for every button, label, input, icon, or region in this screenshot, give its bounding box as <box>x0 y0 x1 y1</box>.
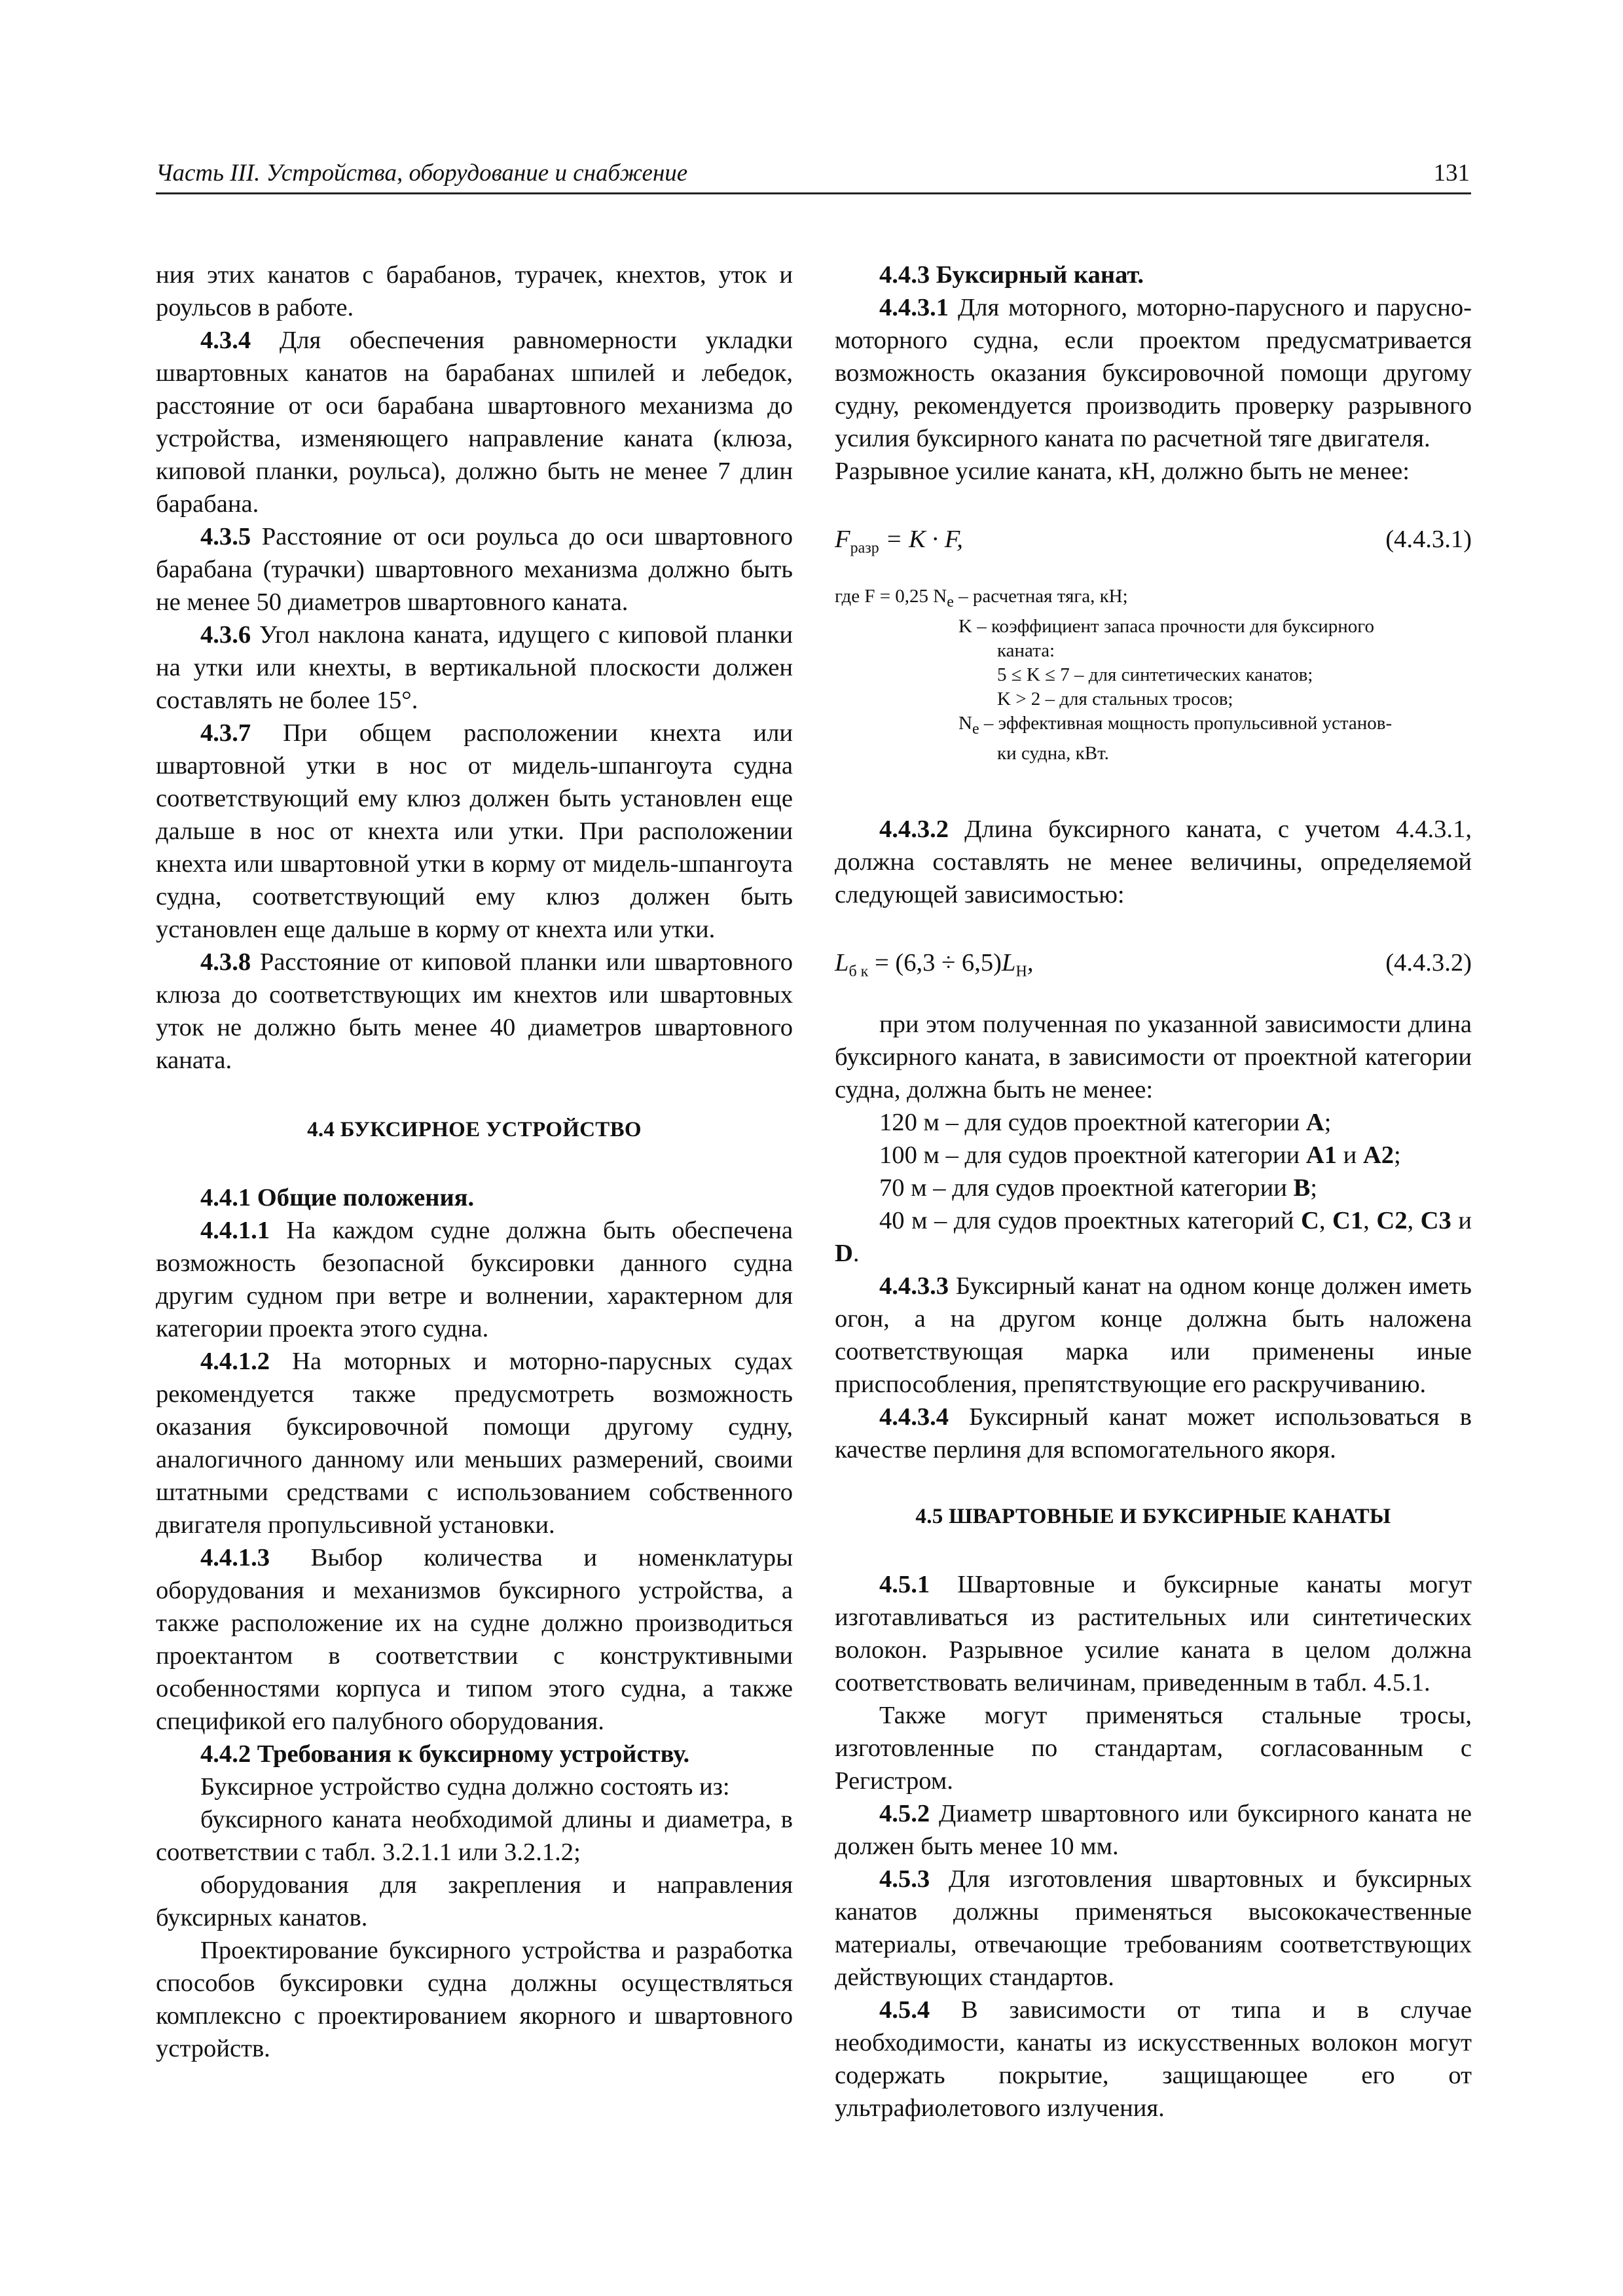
list-punct: , <box>1319 1206 1332 1234</box>
formula-symbol: L <box>835 948 849 977</box>
category-label: A1 <box>1305 1141 1337 1169</box>
list-item <box>835 1204 1472 1270</box>
clause-text: Буксирный канат может использоваться в качестве перлиня для вспомогательного якоря. <box>835 1403 1472 1463</box>
clause-text: Швартовные и буксирные канаты могут изготавливаться из растительных или синтетических волокон. Разрывное усилие каната в целом должна соответствовать величинам, приведенным в табл. 4.5.1. <box>835 1570 1472 1696</box>
clause-text: Выбор количества и номенклатуры оборудования и механизмов буксирного устройства, а также расположение их на судне должно производиться проектантом в соответствии с конструктивными особенностями корпуса и типом этого судна, а также спецификой его палубного оборудования. <box>156 1544 793 1735</box>
legend-row: K – коэффициент запаса прочности для буксирного <box>958 615 1374 637</box>
formula-expression <box>835 946 1033 988</box>
clause-text: Длина буксирного каната, с учетом 4.4.3.1, должна составлять не менее величины, определяемой следующей зависимостью: <box>835 815 1472 908</box>
list-punct: . <box>852 1239 860 1267</box>
list-item <box>835 1106 1472 1139</box>
category-label: C3 <box>1420 1206 1451 1234</box>
formula-symbol: L <box>1002 948 1016 977</box>
clause-number: 4.5.4 <box>879 1996 930 2024</box>
paragraph: Буксирное устройство судна должно состоять из: <box>200 1773 730 1801</box>
clause-text: Для обеспечения равномерности укладки швартовных канатов на барабанах шпилей и лебедок, расстояние от оси барабана швартовного механизма до устройства, изменяющего направление каната (клюза, киповой планки, роульса), должно быть не менее 7 длин барабана. <box>156 327 793 518</box>
formula-rhs: = (6,3 ÷ 6,5) <box>868 948 1002 977</box>
list-text: и <box>1451 1206 1472 1234</box>
category-label: C <box>1300 1206 1319 1234</box>
formula-legend <box>835 584 1472 766</box>
legend-text: – эффективная мощность пропульсивной установ- <box>979 712 1393 734</box>
list-punct: , <box>1363 1206 1377 1234</box>
paragraph-4-4-1-2 <box>156 1345 793 1541</box>
list-item <box>835 1172 1472 1204</box>
list-punct: , <box>1407 1206 1421 1234</box>
formula-punct: , <box>1027 948 1034 977</box>
paragraph: буксирного каната необходимой длины и диаметра, в соответствии с табл. 3.2.1.1 или 3.2.1.2; <box>156 1806 793 1866</box>
formula-4-4-3-2 <box>835 946 1472 984</box>
paragraph-4-4-3-3 <box>835 1270 1472 1401</box>
left-column <box>156 259 793 2065</box>
category-label: A <box>1305 1108 1324 1136</box>
list-punct: ; <box>1394 1141 1401 1169</box>
paragraph-4-3-4 <box>156 324 793 520</box>
paragraph-4-5-1 <box>835 1568 1472 1699</box>
formula-expression <box>835 523 963 565</box>
subsection-heading-4-4-3 <box>835 259 1472 291</box>
legend-text: – расчетная тяга, кН; <box>953 586 1128 607</box>
legend-row <box>835 711 1472 742</box>
clause-text: Диаметр швартовного или буксирного каната не должен быть менее 10 мм. <box>835 1799 1472 1860</box>
category-label: D <box>835 1239 853 1267</box>
paragraph: Разрывное усилие каната, кН, должно быть не менее: <box>835 457 1410 485</box>
paragraph: Проектирование буксирного устройства и разработка способов буксировки судна должны осуществляться комплексно с проектированием якорного и швартовного устройств. <box>156 1937 793 2062</box>
legend-text: N <box>958 712 972 734</box>
page-number: 131 <box>1433 160 1470 187</box>
clause-text: Расстояние от киповой планки или швартовного клюза до соответствующих им кнехтов или швартовных уток не должно быть менее 40 диаметров швартовного каната. <box>156 948 793 1074</box>
clause-number: 4.5.2 <box>879 1799 930 1827</box>
paragraph-4-3-6 <box>156 619 793 717</box>
clause-number: 4.4.1.3 <box>200 1544 270 1571</box>
section-heading-4-4: 4.4 БУКСИРНОЕ УСТРОЙСТВО <box>307 1118 642 1141</box>
legend-row: K > 2 – для стальных тросов; <box>997 688 1233 709</box>
list-text: 120 м – для судов проектной категории <box>879 1108 1306 1136</box>
legend-subscript: e <box>972 720 979 738</box>
clause-text: Для моторного, моторно-парусного и парусно-моторного судна, если проектом предусматривается возможность оказания буксировочной помощи другому судну, рекомендуется производить проверку разрывного усилия буксирного каната по расчетной тяге двигателя. <box>835 294 1472 452</box>
clause-number: 4.4.1.1 <box>200 1217 270 1244</box>
paragraph-4-4-3-1 <box>835 291 1472 455</box>
paragraph: ния этих канатов с барабанов, турачек, кнехтов, уток и роульсов в работе. <box>156 261 793 321</box>
clause-text: На каждом судне должна быть обеспечена возможность безопасной буксировки данного судна другим судном при ветре и волнении, характерном для категории проекта этого судна. <box>156 1217 793 1342</box>
legend-text: где F = 0,25 N <box>835 586 947 607</box>
clause-number: 4.4.3.3 <box>879 1272 949 1300</box>
paragraph-4-3-7 <box>156 717 793 946</box>
clause-number: 4.4.3.2 <box>879 815 949 843</box>
category-label: C2 <box>1376 1206 1408 1234</box>
list-punct: ; <box>1310 1174 1317 1202</box>
clause-number: 4.3.6 <box>200 621 251 649</box>
section-heading-4-5: 4.5 ШВАРТОВНЫЕ И БУКСИРНЫЕ КАНАТЫ <box>915 1504 1391 1528</box>
clause-text: Буксирный канат на одном конце должен иметь огон, а на другом конце должна быть наложена соответствующая марка или применены иные приспособления, препятствующие его раскручиванию. <box>835 1272 1472 1398</box>
list-item <box>835 1139 1472 1172</box>
category-label: C1 <box>1332 1206 1364 1234</box>
paragraph-4-5-4 <box>835 1994 1472 2125</box>
right-column <box>835 259 1472 2125</box>
subsection-heading-4-4-1 <box>156 1181 793 1214</box>
clause-text: При общем расположении кнехта или швартовной утки в нос от мидель-шпангоута судна соответствующий ему клюз должен быть установлен еще дальше в нос от кнехта или утки. При расположении кнехта или швартовной утки в корму от мидель-шпангоута судна, соответствующий ему клюз должен быть установлен еще дальше в корму от кнехта или утки. <box>156 719 793 943</box>
formula-rhs: = K · F, <box>879 526 963 553</box>
clause-text: Для изготовления швартовных и буксирных канатов должны применяться высококачественные материалы, отвечающие требованиям соответствующих действующих стандартов. <box>835 1865 1472 1991</box>
clause-number: 4.4.3.1 <box>879 294 949 321</box>
formula-subscript: разр <box>850 539 879 557</box>
clause-number: 4.5.1 <box>879 1570 930 1598</box>
category-label: A2 <box>1362 1141 1395 1169</box>
paragraph-4-3-5 <box>156 520 793 619</box>
legend-row: ки судна, кВт. <box>997 742 1109 764</box>
clause-text: На моторных и моторно-парусных судах рекомендуется также предусмотреть возможность оказания буксировочной помощи другому судну, аналогичного данному или меньших размерений, своими штатными средствами с использованием собственного двигателя пропульсивной установки. <box>156 1348 793 1539</box>
list-text: и <box>1336 1141 1363 1169</box>
clause-number: 4.3.4 <box>200 327 251 354</box>
running-header <box>156 152 1471 194</box>
paragraph-4-3-8 <box>156 946 793 1077</box>
category-label: B <box>1293 1174 1311 1202</box>
list-text: 40 м – для судов проектных категорий <box>879 1206 1301 1234</box>
paragraph: Также могут применяться стальные тросы, изготовленные по стандартам, согласованным с Регистром. <box>835 1701 1472 1795</box>
formula-subscript: H <box>1015 963 1027 980</box>
paragraph-4-5-3 <box>835 1863 1472 1994</box>
paragraph-4-4-3-4 <box>835 1401 1472 1466</box>
formula-number: (4.4.3.1) <box>1385 526 1472 553</box>
clause-text: Угол наклона каната, идущего с киповой планки на утки или кнехты, в вертикальной плоскости должен составлять не более 15°. <box>156 621 793 714</box>
paragraph-4-5-2 <box>835 1797 1472 1863</box>
header-title: Часть III. Устройства, оборудование и снабжение <box>156 160 688 187</box>
subsection-heading-4-4-2 <box>156 1738 793 1770</box>
subsection-title: 4.4.1 Общие положения. <box>200 1184 475 1211</box>
clause-number: 4.3.8 <box>200 948 251 976</box>
list-text: 100 м – для судов проектной категории <box>879 1141 1306 1169</box>
paragraph: при этом полученная по указанной зависимости длина буксирного каната, в зависимости от проектной категории судна, должна быть не менее: <box>835 1010 1472 1103</box>
legend-row <box>835 584 1472 615</box>
paragraph-4-4-3-2 <box>835 813 1472 911</box>
legend-row: 5 ≤ K ≤ 7 – для синтетических канатов; <box>997 664 1313 685</box>
formula-4-4-3-1 <box>835 523 1472 561</box>
clause-number: 4.3.5 <box>200 523 251 550</box>
clause-number: 4.5.3 <box>879 1865 930 1893</box>
clause-number: 4.3.7 <box>200 719 251 747</box>
subsection-title: 4.4.2 Требования к буксирному устройству. <box>200 1740 690 1768</box>
paragraph-4-4-1-3 <box>156 1541 793 1738</box>
legend-subscript: e <box>947 593 954 611</box>
list-text: 70 м – для судов проектной категории <box>879 1174 1294 1202</box>
formula-subscript: б к <box>848 963 869 980</box>
formula-number: (4.4.3.2) <box>1385 948 1472 977</box>
clause-text: Расстояние от оси роульса до оси швартовного барабана (турачки) швартовного механизма должно быть не менее 50 диаметров швартовного каната. <box>156 523 793 616</box>
clause-number: 4.4.1.2 <box>200 1348 270 1375</box>
subsection-title: 4.4.3 Буксирный канат. <box>879 261 1144 289</box>
clause-text: В зависимости от типа и в случае необходимости, канаты из искусственных волокон могут содержать покрытие, защищающее его от ультрафиолетового излучения. <box>835 1996 1472 2122</box>
paragraph-4-4-1-1 <box>156 1214 793 1345</box>
paragraph: оборудования для закрепления и направления буксирных канатов. <box>156 1871 793 1931</box>
clause-number: 4.4.3.4 <box>879 1403 949 1431</box>
legend-row: каната: <box>997 639 1055 661</box>
formula-symbol: F <box>835 526 850 553</box>
list-punct: ; <box>1324 1108 1332 1136</box>
